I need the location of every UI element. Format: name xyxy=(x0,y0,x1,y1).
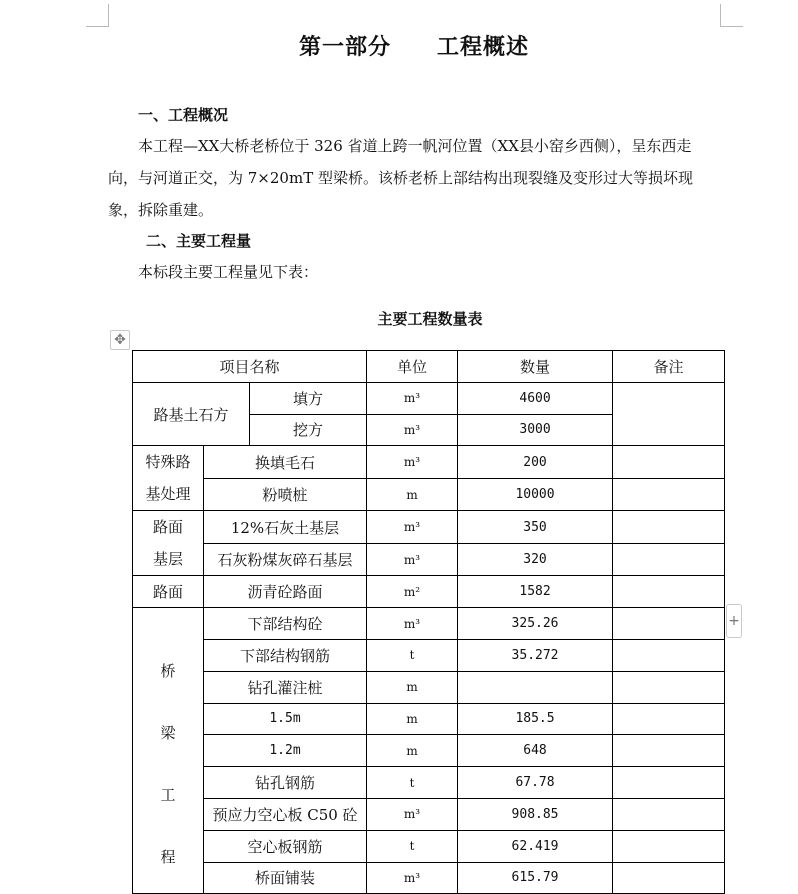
item-cell: 粉喷桩 xyxy=(204,478,367,511)
remark-cell xyxy=(613,478,725,511)
unit-cell: m xyxy=(367,735,458,767)
section-heading-quantities: 二、主要工程量 xyxy=(146,232,252,250)
unit-cell: m³ xyxy=(367,414,458,446)
qty-cell: 1582 xyxy=(458,576,613,608)
remark-cell xyxy=(613,608,725,640)
qty-cell: 3000 xyxy=(458,414,613,446)
remark-cell xyxy=(613,576,725,608)
group-pavement: 路面 xyxy=(133,576,204,608)
table-row xyxy=(133,576,725,608)
qty-cell: 320 xyxy=(458,543,613,576)
table-row xyxy=(133,798,725,830)
unit-cell: t xyxy=(367,639,458,671)
group-special-line-2: 基处理 xyxy=(145,485,191,504)
header-unit: 单位 xyxy=(367,351,458,383)
item-cell: 钻孔钢筋 xyxy=(204,767,367,799)
table-row xyxy=(133,862,725,894)
unit-cell: m³ xyxy=(367,608,458,640)
item-cell: 预应力空心板 C50 砼 xyxy=(204,798,367,830)
table-row xyxy=(133,767,725,799)
table-row xyxy=(133,830,725,862)
unit-cell: t xyxy=(367,830,458,862)
remark-cell xyxy=(613,735,725,767)
qty-cell: 35.272 xyxy=(458,639,613,671)
page-title: 第一部分 工程概述 xyxy=(298,35,529,60)
overview-line-3: 象，拆除重建。 xyxy=(108,201,214,219)
table-row xyxy=(133,608,725,640)
remark-cell xyxy=(613,446,725,479)
quantity-table xyxy=(132,350,725,894)
remark-cell xyxy=(613,511,725,544)
remark-cell xyxy=(613,862,725,894)
item-cell: 填方 xyxy=(250,382,367,414)
unit-cell: m³ xyxy=(367,798,458,830)
remark-cell xyxy=(613,671,725,703)
table-title: 主要工程数量表 xyxy=(377,310,483,328)
item-cell: 1.2m xyxy=(204,735,367,767)
unit-cell: m³ xyxy=(367,862,458,894)
remark-cell xyxy=(613,798,725,830)
header-remark: 备注 xyxy=(613,351,725,383)
group-special xyxy=(133,446,204,511)
qty-cell: 67.78 xyxy=(458,767,613,799)
item-cell: 沥青砼路面 xyxy=(204,576,367,608)
item-cell: 空心板钢筋 xyxy=(204,830,367,862)
item-cell: 12%石灰土基层 xyxy=(204,511,367,544)
remark-cell xyxy=(613,703,725,735)
table-row xyxy=(133,446,725,479)
section-heading-overview: 一、工程概况 xyxy=(138,106,229,124)
table-move-handle[interactable] xyxy=(110,330,130,350)
item-cell: 下部结构砼 xyxy=(204,608,367,640)
move-cross-icon: ✥ xyxy=(114,332,126,348)
header-qty: 数量 xyxy=(458,351,613,383)
table-header-row xyxy=(133,351,725,383)
qty-cell: 615.79 xyxy=(458,862,613,894)
qty-cell: 325.26 xyxy=(458,608,613,640)
qty-cell: 200 xyxy=(458,446,613,479)
table-row xyxy=(133,735,725,767)
table-add-column-button[interactable] xyxy=(726,604,742,638)
group-bridge-char-2: 梁 xyxy=(160,724,176,743)
plus-icon: + xyxy=(728,613,740,629)
table-row xyxy=(133,382,725,414)
header-item: 项目名称 xyxy=(133,351,367,383)
unit-cell: m³ xyxy=(367,511,458,544)
qty-cell: 908.85 xyxy=(458,798,613,830)
table-row xyxy=(133,543,725,576)
item-cell: 1.5m xyxy=(204,703,367,735)
table-row xyxy=(133,703,725,735)
table-row xyxy=(133,478,725,511)
qty-cell: 62.419 xyxy=(458,830,613,862)
qty-cell: 10000 xyxy=(458,478,613,511)
crop-mark-top-left xyxy=(86,4,109,27)
qty-cell xyxy=(458,671,613,703)
unit-cell: m xyxy=(367,478,458,511)
qty-cell: 350 xyxy=(458,511,613,544)
item-cell: 下部结构钢筋 xyxy=(204,639,367,671)
table-row xyxy=(133,671,725,703)
unit-cell: m xyxy=(367,703,458,735)
group-bridge-char-3: 工 xyxy=(160,786,176,805)
unit-cell: m³ xyxy=(367,543,458,576)
group-base-line-1: 路面 xyxy=(152,518,183,537)
remark-cell xyxy=(613,382,725,446)
item-cell: 挖方 xyxy=(250,414,367,446)
overview-line-1: 本工程—XX大桥老桥位于 326 省道上跨一帆河位置（XX县小窑乡西侧），呈东西走 xyxy=(138,137,692,155)
group-base-line-2: 基层 xyxy=(152,550,183,569)
item-cell: 石灰粉煤灰碎石基层 xyxy=(204,543,367,576)
qty-cell: 185.5 xyxy=(458,703,613,735)
remark-cell xyxy=(613,543,725,576)
quantities-intro: 本标段主要工程量见下表： xyxy=(138,263,319,281)
group-base xyxy=(133,511,204,576)
remark-cell xyxy=(613,830,725,862)
unit-cell: m³ xyxy=(367,382,458,414)
crop-mark-top-right xyxy=(720,4,743,27)
item-cell: 钻孔灌注桩 xyxy=(204,671,367,703)
table-row xyxy=(133,639,725,671)
qty-cell: 4600 xyxy=(458,382,613,414)
group-bridge-char-1: 桥 xyxy=(160,662,176,681)
item-cell: 换填毛石 xyxy=(204,446,367,479)
qty-cell: 648 xyxy=(458,735,613,767)
unit-cell: m xyxy=(367,671,458,703)
unit-cell: t xyxy=(367,767,458,799)
table-row xyxy=(133,511,725,544)
group-bridge-char-4: 程 xyxy=(160,848,176,867)
item-cell: 桥面铺装 xyxy=(204,862,367,894)
group-special-line-1: 特殊路 xyxy=(145,453,191,472)
remark-cell xyxy=(613,639,725,671)
unit-cell: m² xyxy=(367,576,458,608)
unit-cell: m³ xyxy=(367,446,458,479)
group-bridge xyxy=(133,608,204,894)
group-roadbed: 路基土石方 xyxy=(133,382,250,446)
remark-cell xyxy=(613,767,725,799)
overview-line-2: 向，与河道正交，为 7×20mT 型梁桥。该桥老桥上部结构出现裂缝及变形过大等损坏现 xyxy=(108,169,693,187)
